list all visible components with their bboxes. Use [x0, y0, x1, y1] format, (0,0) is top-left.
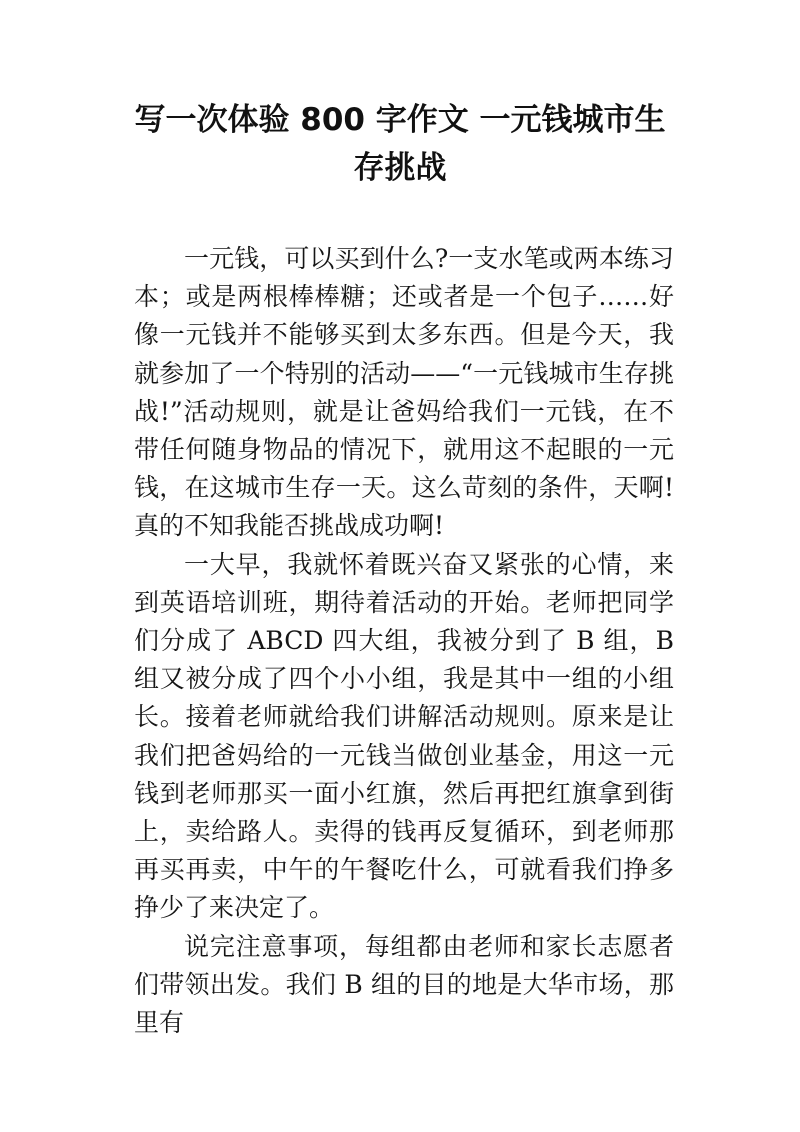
- paragraph: 一大早，我就怀着既兴奋又紧张的心情，来到英语培训班，期待着活动的开始。老师把同学们分成了 ABCD 四大组，我被分到了 B 组，B 组又被分成了四个小小组，我是其中一组的小组长。接着老师就给我们讲解活动规则。原来是让我们把爸妈给的一元钱当做创业基金，用这一元钱到老师那买一面小红旗，然后再把红旗拿到街上，卖给路人。卖得的钱再反复循环，到老师那再买再卖，中午的午餐吃什么，可就看我们挣多挣少了来决定了。: [134, 549, 674, 923]
- paragraph: 一元钱，可以买到什么?一支水笔或两本练习本；或是两根棒棒糖；还或者是一个包子……好像一元钱并不能够买到太多东西。但是今天，我就参加了一个特别的活动——“一元钱城市生存挑战!”活动规则，就是让爸妈给我们一元钱，在不带任何随身物品的情况下，就用这不起眼的一元钱，在这城市生存一天。这么苛刻的条件，天啊!真的不知我能否挑战成功啊!: [134, 244, 674, 541]
- paragraph: 说完注意事项，每组都由老师和家长志愿者们带领出发。我们 B 组的目的地是大华市场，那里有: [134, 931, 674, 1038]
- document-body: [134, 240, 674, 1042]
- document-title: 写一次体验 800 字作文 一元钱城市生存挑战: [134, 102, 666, 186]
